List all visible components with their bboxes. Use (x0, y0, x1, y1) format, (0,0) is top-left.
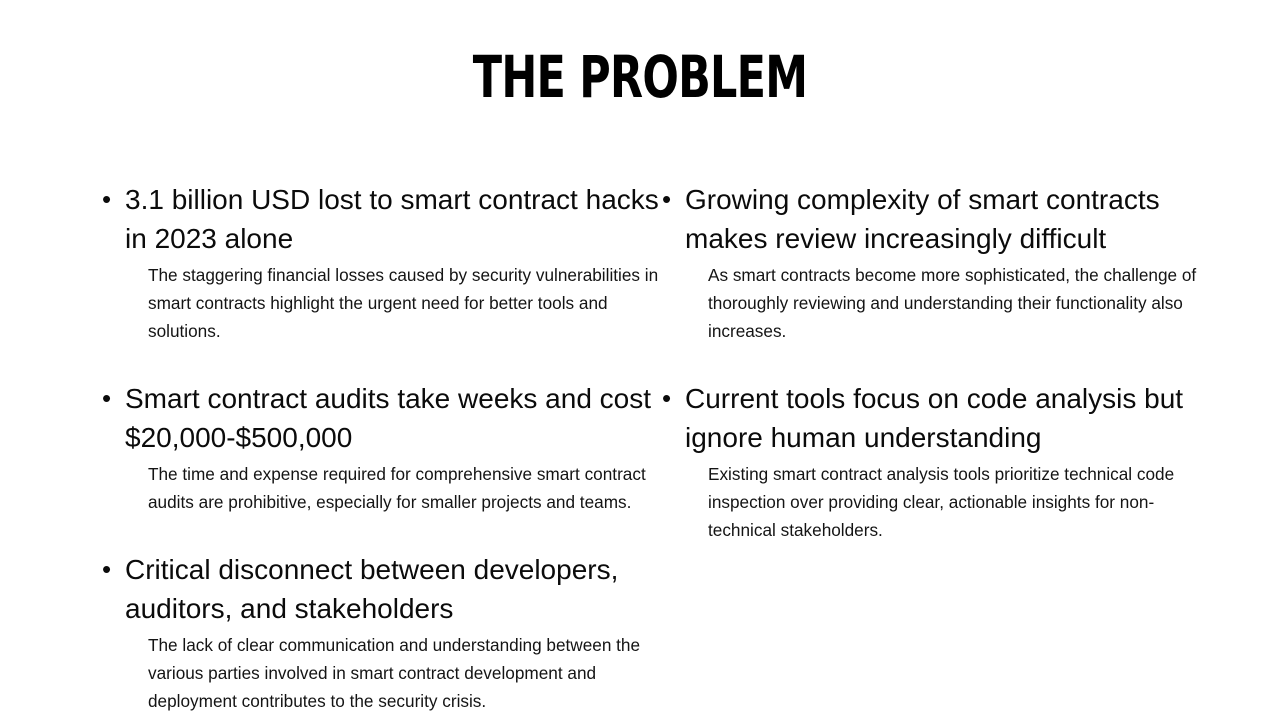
problem-description: As smart contracts become more sophisticated, the challenge of thoroughly reviewing and understanding their functionality also increases. (708, 265, 1197, 341)
left-column (102, 180, 672, 715)
bullet-icon: • (662, 184, 672, 214)
bullet-icon: • (102, 554, 112, 584)
bullet-icon: • (102, 184, 112, 214)
bullet-icon: • (662, 383, 672, 413)
right-column (662, 180, 1214, 544)
problem-heading: Current tools focus on code analysis but ignore human understanding (685, 383, 1184, 453)
problem-point (662, 180, 1214, 345)
bullet-icon: • (102, 383, 112, 413)
problem-point (102, 379, 672, 516)
problem-description: The time and expense required for comprehensive smart contract audits are prohibitive, especially for smaller projects and teams. (148, 464, 646, 512)
problem-point (102, 550, 672, 715)
problem-point (662, 379, 1214, 544)
problem-description: The staggering financial losses caused by security vulnerabilities in smart contracts highlight the urgent need for better tools and solutions. (148, 265, 659, 341)
slide-title: THE PROBLEM (472, 43, 808, 111)
problem-description: Existing smart contract analysis tools prioritize technical code inspection over providing clear, actionable insights for non-technical stakeholders. (708, 464, 1175, 540)
problem-heading: Critical disconnect between developers, auditors, and stakeholders (125, 554, 619, 624)
problem-heading: 3.1 billion USD lost to smart contract hacks in 2023 alone (125, 184, 659, 254)
problem-heading: Smart contract audits take weeks and cost $20,000-$500,000 (125, 383, 652, 453)
problem-point (102, 180, 672, 345)
problem-description: The lack of clear communication and understanding between the various parties involved in smart contract development and deployment contributes to the security crisis. (148, 635, 641, 711)
problem-heading: Growing complexity of smart contracts makes review increasingly difficult (685, 184, 1160, 254)
